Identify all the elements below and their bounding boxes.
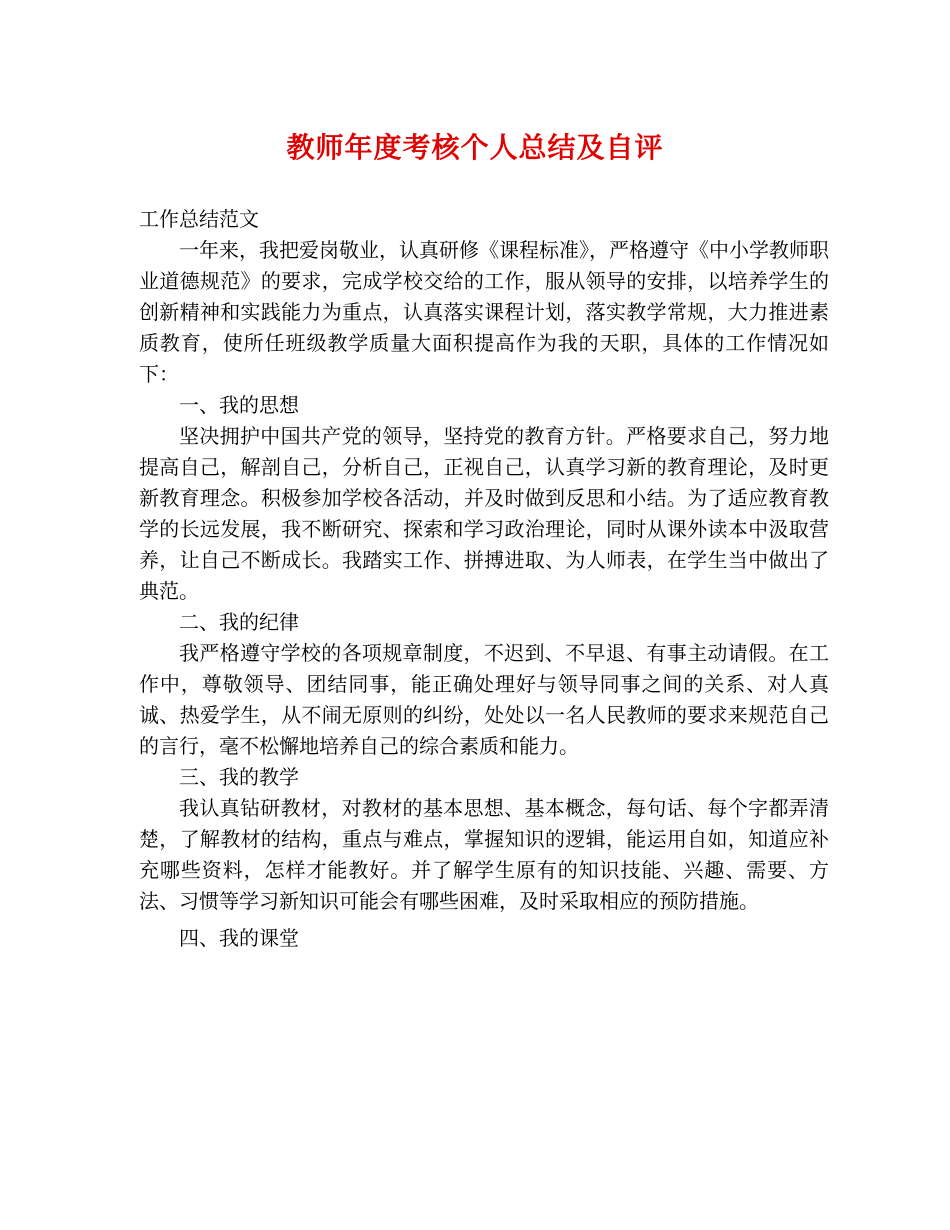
document-body (139, 204, 829, 954)
document-title: 教师年度考核个人总结及自评 (286, 131, 664, 164)
section-paragraph-teaching: 我认真钻研教材，对教材的基本思想、基本概念，每句话、每个字都弄清楚，了解教材的结构，重点与难点，掌握知识的逻辑，能运用自如，知道应补充哪些资料，怎样才能教好。并了解学生原有的知识技能、兴趣、需要、方法、习惯等学习新知识可能会有哪些困难，及时采取相应的预防措施。 (139, 796, 829, 913)
section-heading-classroom: 四、我的课堂 (179, 926, 299, 950)
section-paragraph-thought: 坚决拥护中国共产党的领导，坚持党的教育方针。严格要求自己，努力地提高自己，解剖自己，分析自己，正视自己，认真学习新的教育理论，及时更新教育理念。积极参加学校各活动，并及时做到反思和小结。为了适应教育教学的长远发展，我不断研究、探索和学习政治理论，同时从课外读本中汲取营养，让自己不断成长。我踏实工作、拼搏进取、为人师表，在学生当中做出了典范。 (139, 424, 829, 603)
intro-paragraph: 一年来，我把爱岗敬业，认真研修《课程标准》，严格遵守《中小学教师职业道德规范》的要求，完成学校交给的工作，服从领导的安排，以培养学生的创新精神和实践能力为重点，认真落实课程计划，落实教学常规，大力推进素质教育，使所任班级教学质量大面积提高作为我的天职，具体的工作情况如下： (139, 238, 829, 386)
section-heading-teaching: 三、我的教学 (179, 765, 299, 789)
section-paragraph-discipline: 我严格遵守学校的各项规章制度，不迟到、不早退、有事主动请假。在工作中，尊敬领导、团结同事，能正确处理好与领导同事之间的关系、对人真诚、热爱学生，从不闹无原则的纠纷，处处以一名人民教师的要求来规范自己的言行，毫不松懈地培养自己的综合素质和能力。 (139, 641, 829, 758)
section-heading-discipline: 二、我的纪律 (179, 610, 299, 634)
section-heading-thought: 一、我的思想 (179, 393, 299, 417)
document-subtitle: 工作总结范文 (139, 207, 259, 231)
